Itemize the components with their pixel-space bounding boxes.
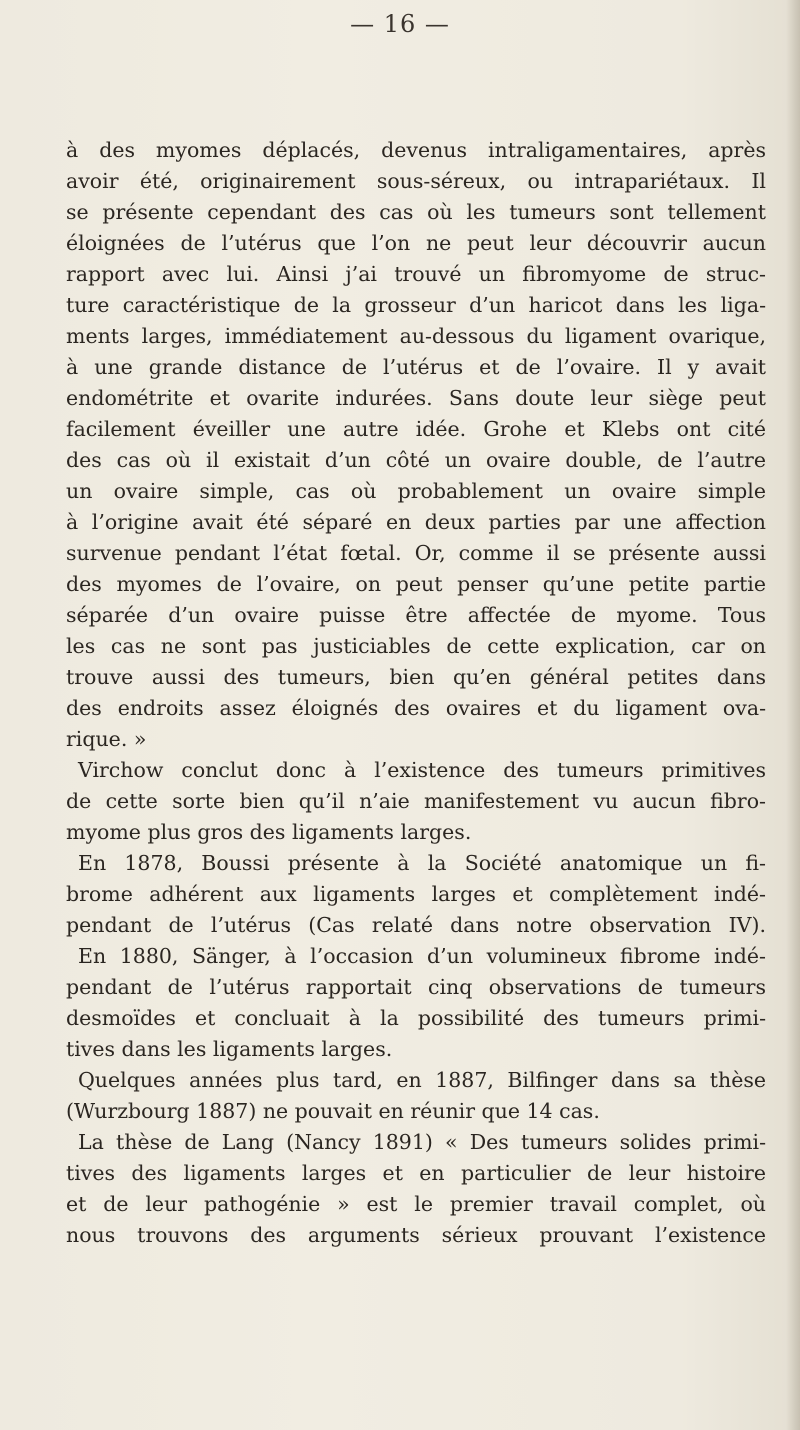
text-line: et de leur pathogénie » est le premier travail complet, où [66,1192,766,1216]
text-line: des myomes de l’ovaire, on peut penser qu’une petite partie [66,572,766,596]
text-line: se présente cependant des cas où les tumeurs sont tellement [66,200,766,224]
text-line: tives des ligaments larges et en particulier de leur histoire [66,1161,766,1185]
text-line: (Wurzbourg 1887) ne pouvait en réunir que 14 cas. [66,1099,600,1123]
text-line: Virchow conclut donc à l’existence des tumeurs primitives [78,758,766,782]
text-line: pendant de l’utérus (Cas relaté dans notre observation IV). [66,913,766,937]
text-line: un ovaire simple, cas où probablement un ovaire simple [66,479,766,503]
text-line: brome adhérent aux ligaments larges et complètement indé- [66,882,766,906]
page-number: — 16 — [350,10,450,38]
text-line: tives dans les ligaments larges. [66,1037,393,1061]
text-line: ments larges, immédiatement au-dessous du ligament ovarique, [66,324,766,348]
text-line: ture caractéristique de la grosseur d’un haricot dans les liga- [66,293,766,317]
text-line: pendant de l’utérus rapportait cinq observations de tumeurs [66,975,766,999]
text-line: survenue pendant l’état fœtal. Or, comme il se présente aussi [66,541,766,565]
text-line: endométrite et ovarite indurées. Sans doute leur siège peut [66,386,766,410]
text-line: facilement éveiller une autre idée. Grohe et Klebs ont cité [66,417,766,441]
text-line: En 1880, Sänger, à l’occasion d’un volumineux fibrome indé- [78,944,766,968]
text-line: nous trouvons des arguments sérieux prouvant l’existence [66,1223,766,1247]
text-line: rique. » [66,727,147,751]
text-line: des endroits assez éloignés des ovaires et du ligament ova- [66,696,766,720]
page-edge-shadow [786,0,800,1430]
text-line: rapport avec lui. Ainsi j’ai trouvé un fibromyome de struc- [66,262,766,286]
text-line: à des myomes déplacés, devenus intraligamentaires, après [66,138,766,162]
text-line: les cas ne sont pas justiciables de cette explication, car on [66,634,766,658]
text-line: éloignées de l’utérus que l’on ne peut leur découvrir aucun [66,231,766,255]
text-line: à une grande distance de l’utérus et de l’ovaire. Il y avait [66,355,766,379]
text-line: La thèse de Lang (Nancy 1891) « Des tumeurs solides primi- [78,1130,766,1154]
text-line: En 1878, Boussi présente à la Société anatomique un fi- [78,851,766,875]
text-line: trouve aussi des tumeurs, bien qu’en général petites dans [66,665,766,689]
text-line: séparée d’un ovaire puisse être affectée de myome. Tous [66,603,766,627]
text-line: de cette sorte bien qu’il n’aie manifestement vu aucun fibro- [66,789,766,813]
body-text [66,135,766,1251]
text-line: des cas où il existait d’un côté un ovaire double, de l’autre [66,448,766,472]
text-line: myome plus gros des ligaments larges. [66,820,472,844]
text-line: Quelques années plus tard, en 1887, Bilfinger dans sa thèse [78,1068,766,1092]
text-line: desmoïdes et concluait à la possibilité des tumeurs primi- [66,1006,766,1030]
text-line: à l’origine avait été séparé en deux parties par une affection [66,510,766,534]
text-line: avoir été, originairement sous-séreux, ou intrapariétaux. Il [66,169,766,193]
